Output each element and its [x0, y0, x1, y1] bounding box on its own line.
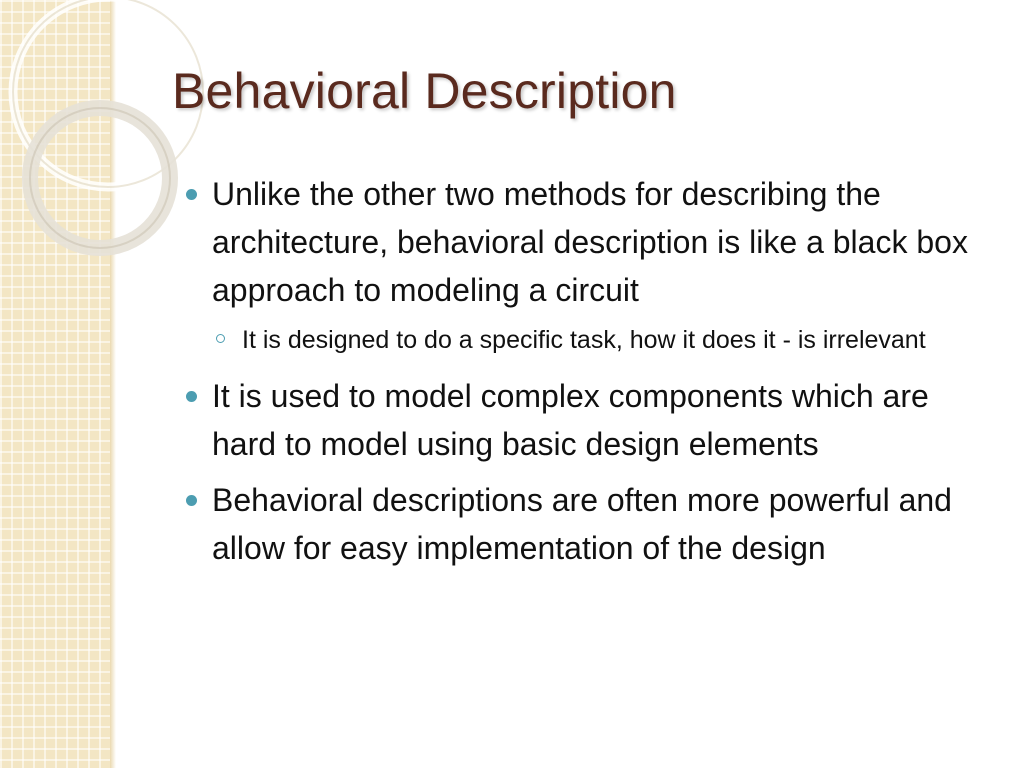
- bullet-item: [180, 476, 1000, 572]
- bullet-text: Behavioral descriptions are often more powerful and allow for easy implementation of the design: [212, 482, 952, 566]
- slide-title: Behavioral Description: [172, 63, 677, 119]
- bullet-marker: [186, 495, 197, 506]
- sub-bullet-marker: [216, 334, 225, 343]
- slide-body: [180, 170, 1000, 580]
- bullet-item: [180, 170, 1000, 314]
- sub-bullet-text: It is designed to do a specific task, how it does it - is irrelevant: [242, 326, 926, 354]
- bullet-text: Unlike the other two methods for describing the architecture, behavioral description is like a black box approach to modeling a circuit: [212, 176, 968, 308]
- bullet-item: [180, 372, 1000, 468]
- bullet-text: It is used to model complex components which are hard to model using basic design elements: [212, 378, 929, 462]
- bullet-marker: [186, 189, 197, 200]
- sub-bullet-item: [180, 320, 1000, 360]
- bullet-marker: [186, 391, 197, 402]
